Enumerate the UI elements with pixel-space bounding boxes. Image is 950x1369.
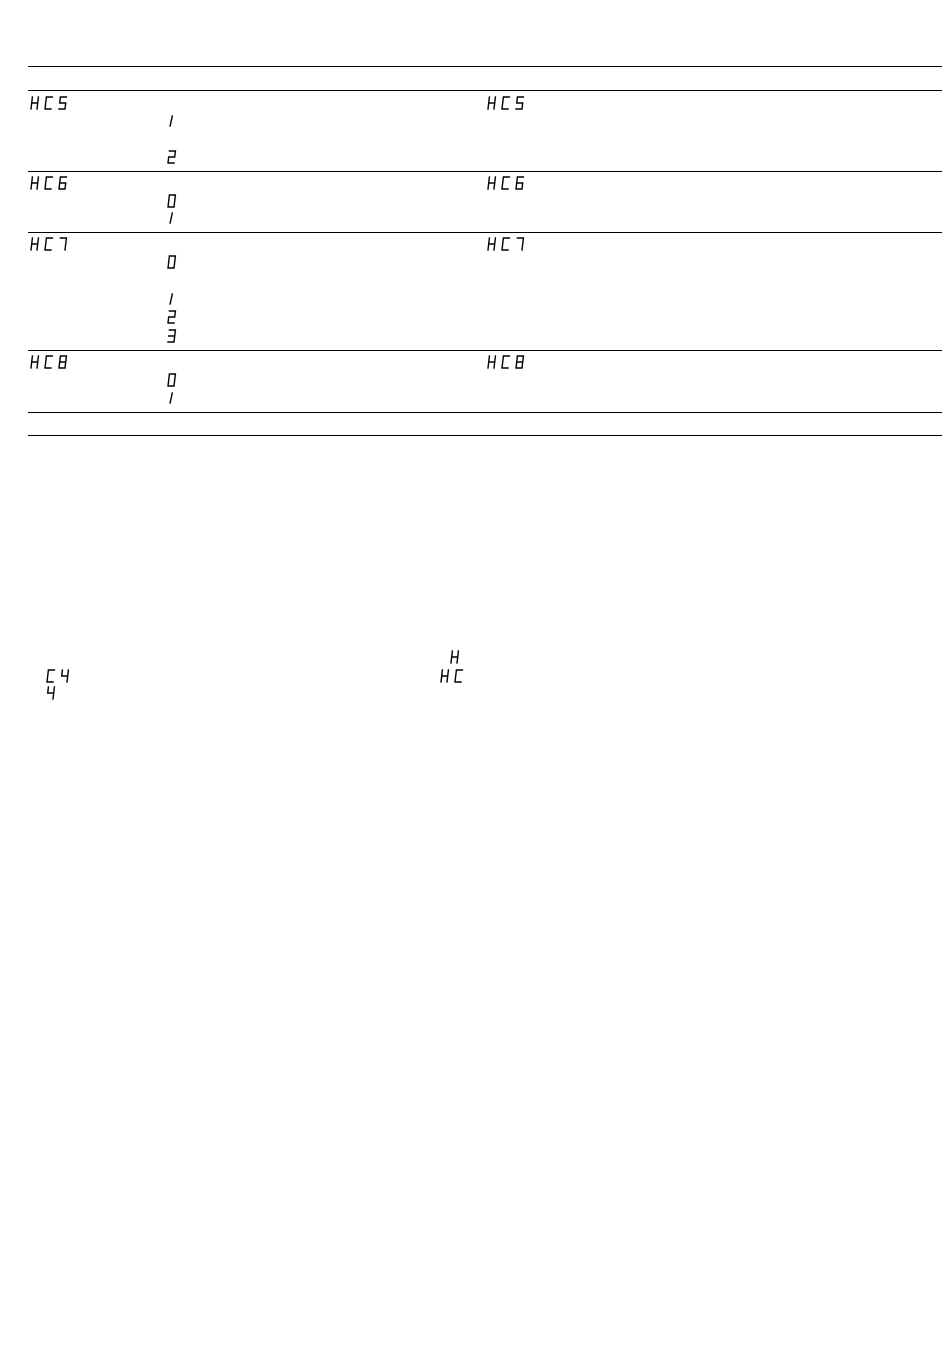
table-footer-rule	[28, 435, 942, 436]
table-bottom-rule	[28, 412, 942, 413]
row-hc6-option-1	[167, 211, 177, 225]
display-sample-h	[450, 650, 460, 664]
row-hc8-option-0	[167, 373, 177, 387]
row-hc8-option-1	[167, 391, 177, 405]
row-hc7-option-2	[167, 310, 177, 324]
row-divider	[28, 171, 942, 172]
row-hc6-code-left	[30, 176, 68, 190]
display-sample-hc	[440, 669, 464, 683]
table-top-rule	[28, 66, 942, 67]
row-hc7-code-right	[487, 237, 525, 251]
row-divider	[28, 350, 942, 351]
row-divider	[28, 232, 942, 233]
row-hc5-option-1	[167, 114, 177, 128]
row-hc5-code-left	[30, 96, 68, 110]
display-sample-4	[46, 686, 56, 700]
row-hc7-code-left	[30, 237, 68, 251]
row-hc5-option-2	[167, 150, 177, 164]
row-hc6-option-0	[167, 194, 177, 208]
row-hc5-code-right	[487, 96, 525, 110]
row-hc8-code-left	[30, 355, 68, 369]
display-sample-c4	[46, 669, 70, 683]
row-hc7-option-0	[167, 255, 177, 269]
row-hc7-option-1	[167, 292, 177, 306]
row-hc8-code-right	[487, 355, 525, 369]
table-header-rule	[28, 90, 942, 91]
row-hc6-code-right	[487, 176, 525, 190]
row-hc7-option-3	[167, 329, 177, 343]
